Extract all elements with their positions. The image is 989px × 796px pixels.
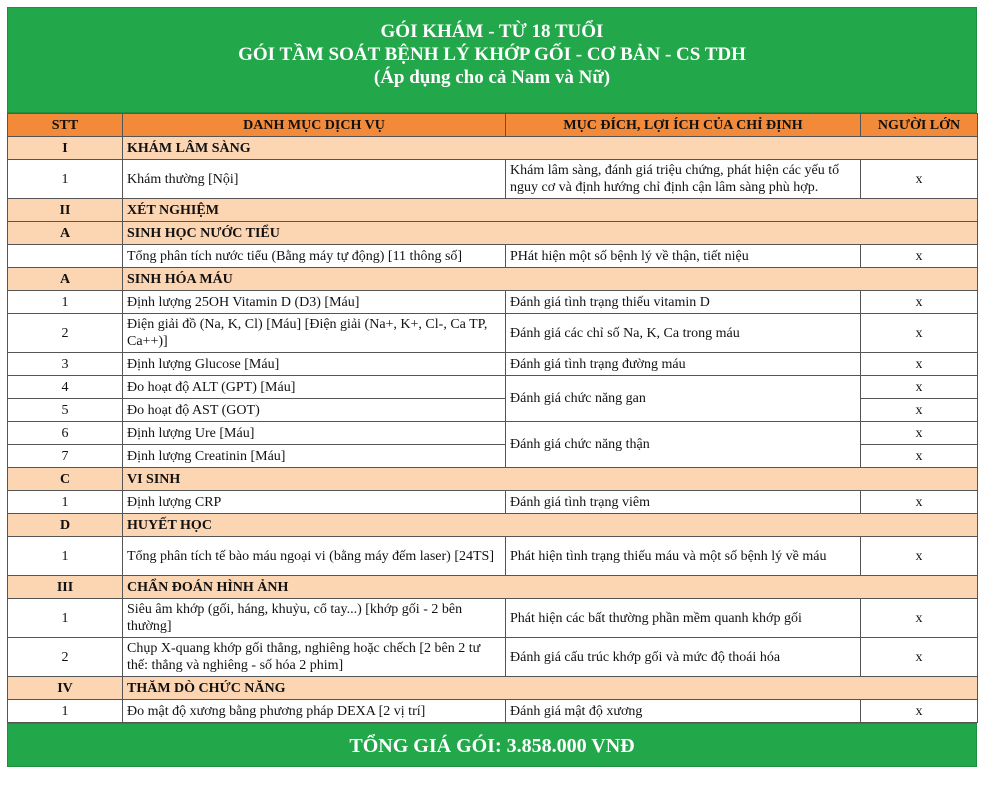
- section-title: SINH HỌC NƯỚC TIỂU: [123, 222, 978, 245]
- table-row: [8, 491, 978, 514]
- row-purpose: Đánh giá tình trạng thiếu vitamin D: [506, 291, 861, 314]
- total-price-banner: TỔNG GIÁ GÓI: 3.858.000 VNĐ: [7, 723, 977, 767]
- header-purpose: MỤC ĐÍCH, LỢI ÍCH CỦA CHỈ ĐỊNH: [506, 114, 861, 137]
- section-title: KHÁM LÂM SÀNG: [123, 137, 978, 160]
- row-purpose: Phát hiện các bất thường phần mềm quanh khớp gối: [506, 599, 861, 638]
- row-adult-mark: x: [861, 376, 978, 399]
- section-title: VI SINH: [123, 468, 978, 491]
- row-stt: 1: [8, 700, 123, 723]
- row-adult-mark: x: [861, 638, 978, 677]
- table-row: [8, 291, 978, 314]
- section-row: [8, 199, 978, 222]
- row-service: Siêu âm khớp (gối, háng, khuỷu, cổ tay...) [khớp gối - 2 bên thường]: [123, 599, 506, 638]
- row-adult-mark: x: [861, 700, 978, 723]
- title-line-2: GÓI TẦM SOÁT BỆNH LÝ KHỚP GỐI - CƠ BẢN - CS TDH: [238, 44, 746, 65]
- row-service: Đo mật độ xương bằng phương pháp DEXA [2 vị trí]: [123, 700, 506, 723]
- section-row: [8, 468, 978, 491]
- row-stt: 6: [8, 422, 123, 445]
- section-stt: D: [8, 514, 123, 537]
- row-purpose: Đánh giá tình trạng viêm: [506, 491, 861, 514]
- table-header-row: [8, 114, 978, 137]
- section-stt: I: [8, 137, 123, 160]
- table-row: [8, 376, 978, 399]
- row-stt: 4: [8, 376, 123, 399]
- row-service: Tổng phân tích nước tiểu (Bằng máy tự động) [11 thông số]: [123, 245, 506, 268]
- section-stt: III: [8, 576, 123, 599]
- row-purpose: Đánh giá cấu trúc khớp gối và mức độ thoái hóa: [506, 638, 861, 677]
- header-stt: STT: [8, 114, 123, 137]
- title-line-3: (Áp dụng cho cả Nam và Nữ): [373, 67, 611, 88]
- row-stt: 1: [8, 160, 123, 199]
- row-service: Chụp X-quang khớp gối thẳng, nghiêng hoặc chếch [2 bên 2 tư thế: thẳng và nghiêng - số hóa 2 phim]: [123, 638, 506, 677]
- row-service: Điện giải đồ (Na, K, Cl) [Máu] [Điện giải (Na+, K+, Cl-, Ca TP, Ca++)]: [123, 314, 506, 353]
- header-adult: NGƯỜI LỚN: [861, 114, 978, 137]
- row-adult-mark: x: [861, 314, 978, 353]
- row-adult-mark: x: [861, 245, 978, 268]
- section-stt: A: [8, 222, 123, 245]
- row-stt: 3: [8, 353, 123, 376]
- price-sheet: [7, 7, 977, 787]
- section-title: HUYẾT HỌC: [123, 514, 978, 537]
- row-service: Khám thường [Nội]: [123, 160, 506, 199]
- row-adult-mark: x: [861, 491, 978, 514]
- row-purpose: Đánh giá chức năng gan: [506, 376, 861, 422]
- row-stt: 2: [8, 314, 123, 353]
- table-row: [8, 700, 978, 723]
- row-adult-mark: x: [861, 291, 978, 314]
- title-banner: [7, 7, 977, 113]
- table-row: [8, 314, 978, 353]
- section-stt: II: [8, 199, 123, 222]
- row-service: Định lượng Glucose [Máu]: [123, 353, 506, 376]
- row-adult-mark: x: [861, 422, 978, 445]
- row-purpose: Đánh giá mật độ xương: [506, 700, 861, 723]
- row-stt: 1: [8, 291, 123, 314]
- title-line-1: GÓI KHÁM - TỪ 18 TUỔI: [380, 21, 604, 42]
- row-stt: 7: [8, 445, 123, 468]
- row-stt: 1: [8, 599, 123, 638]
- table-row: [8, 422, 978, 445]
- section-stt: A: [8, 268, 123, 291]
- table-row: [8, 353, 978, 376]
- row-purpose: Phát hiện tình trạng thiếu máu và một số bệnh lý về máu: [506, 537, 861, 576]
- row-purpose: Đánh giá chức năng thận: [506, 422, 861, 468]
- row-adult-mark: x: [861, 537, 978, 576]
- section-stt: C: [8, 468, 123, 491]
- table-row: [8, 638, 978, 677]
- section-title: THĂM DÒ CHỨC NĂNG: [123, 677, 978, 700]
- service-table: [7, 113, 978, 723]
- section-title: SINH HÓA MÁU: [123, 268, 978, 291]
- row-service: Tổng phân tích tế bào máu ngoại vi (bằng máy đếm laser) [24TS]: [123, 537, 506, 576]
- row-stt: 1: [8, 491, 123, 514]
- section-stt: IV: [8, 677, 123, 700]
- row-service: Định lượng Creatinin [Máu]: [123, 445, 506, 468]
- row-purpose: Khám lâm sàng, đánh giá triệu chứng, phát hiện các yếu tố nguy cơ và định hướng chỉ định cận lâm sàng phù hợp.: [506, 160, 861, 199]
- section-row: [8, 268, 978, 291]
- table-row: [8, 160, 978, 199]
- row-stt: 5: [8, 399, 123, 422]
- section-title: CHẨN ĐOÁN HÌNH ẢNH: [123, 576, 978, 599]
- row-service: Định lượng Ure [Máu]: [123, 422, 506, 445]
- row-service: Định lượng CRP: [123, 491, 506, 514]
- section-row: [8, 576, 978, 599]
- table-row: [8, 245, 978, 268]
- table-row: [8, 599, 978, 638]
- row-stt: 1: [8, 537, 123, 576]
- row-purpose: PHát hiện một số bệnh lý về thận, tiết niệu: [506, 245, 861, 268]
- table-row: [8, 537, 978, 576]
- row-purpose: Đánh giá tình trạng đường máu: [506, 353, 861, 376]
- row-adult-mark: x: [861, 353, 978, 376]
- row-adult-mark: x: [861, 599, 978, 638]
- row-service: Định lượng 25OH Vitamin D (D3) [Máu]: [123, 291, 506, 314]
- row-purpose: Đánh giá các chỉ số Na, K, Ca trong máu: [506, 314, 861, 353]
- row-adult-mark: x: [861, 160, 978, 199]
- section-row: [8, 222, 978, 245]
- row-service: Đo hoạt độ AST (GOT): [123, 399, 506, 422]
- row-service: Đo hoạt độ ALT (GPT) [Máu]: [123, 376, 506, 399]
- row-adult-mark: x: [861, 399, 978, 422]
- section-title: XÉT NGHIỆM: [123, 199, 978, 222]
- row-stt: [8, 245, 123, 268]
- section-row: [8, 677, 978, 700]
- row-stt: 2: [8, 638, 123, 677]
- section-row: [8, 137, 978, 160]
- section-row: [8, 514, 978, 537]
- row-adult-mark: x: [861, 445, 978, 468]
- header-service: DANH MỤC DỊCH VỤ: [123, 114, 506, 137]
